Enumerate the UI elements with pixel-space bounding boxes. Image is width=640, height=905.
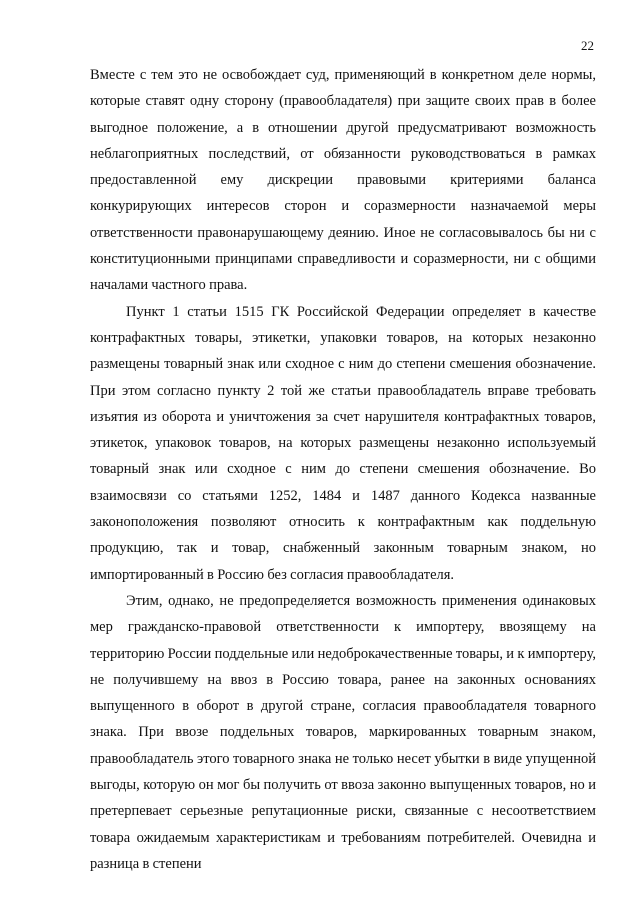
- paragraph-continuation: Вместе с тем это не освобождает суд, применяющий в конкретном деле нормы, которые ставят одну сторону (правообладателя) при защите своих прав в более выгодное положение, а в отношении другой предусматривают возможность неблагоприятных последствий, от обязанности руководствоваться в рамках предоставленной ему дискреции правовыми критериями баланса конкурирующих интересов сторон и соразмерности назначаемой меры ответственности правонарушающему деянию. Иное не согласовывалось бы ни с конституционными принципами справедливости и соразмерности, ни с общими началами частного права.: [90, 67, 596, 294]
- paragraph-import-liability: Этим, однако, не предопределяется возможность применения одинаковых мер гражданско-правовой ответственности к импортеру, ввозящему на территорию России поддельные или недоброкачественные товары, и к импортеру, не получившему на ввоз в Россию товара, ранее на законных основаниях выпущенного в оборот в другой стране, согласия правообладателя товарного знака. При ввозе поддельных товаров, маркированных товарным знаком, правообладатель этого товарного знака не только несет убытки в виде упущенной выгоды, которую он мог бы получить от ввоза законно выпущенных товаров, но и претерпевает серьезные репутационные риски, связанные с несоответствием товара ожидаемым характеристикам и требованиям потребителей. Очевидна и разница в степени: [90, 592, 597, 872]
- body-text: [90, 62, 596, 877]
- paragraph-article-1515: Пункт 1 статьи 1515 ГК Российской Федерации определяет в качестве контрафактных товары, этикетки, упаковки товаров, на которых незаконно размещены товарный знак или сходное с ним до степени смешения обозначение. При этом согласно пункту 2 той же статьи правообладатель вправе требовать изъятия из оборота и уничтожения за счет нарушителя контрафактных товаров, этикеток, упаковок товаров, на которых размещены незаконно используемый товарный знак или сходное с ним до степени смешения обозначение. Во взаимосвязи со статьями 1252, 1484 и 1487 данного Кодекса названные законоположения позволяют относить к контрафактным как поддельную продукцию, так и товар, снабженный законным товарным знаком, но импортированный в Россию без согласия правообладателя.: [90, 303, 596, 583]
- page-number: 22: [581, 38, 594, 53]
